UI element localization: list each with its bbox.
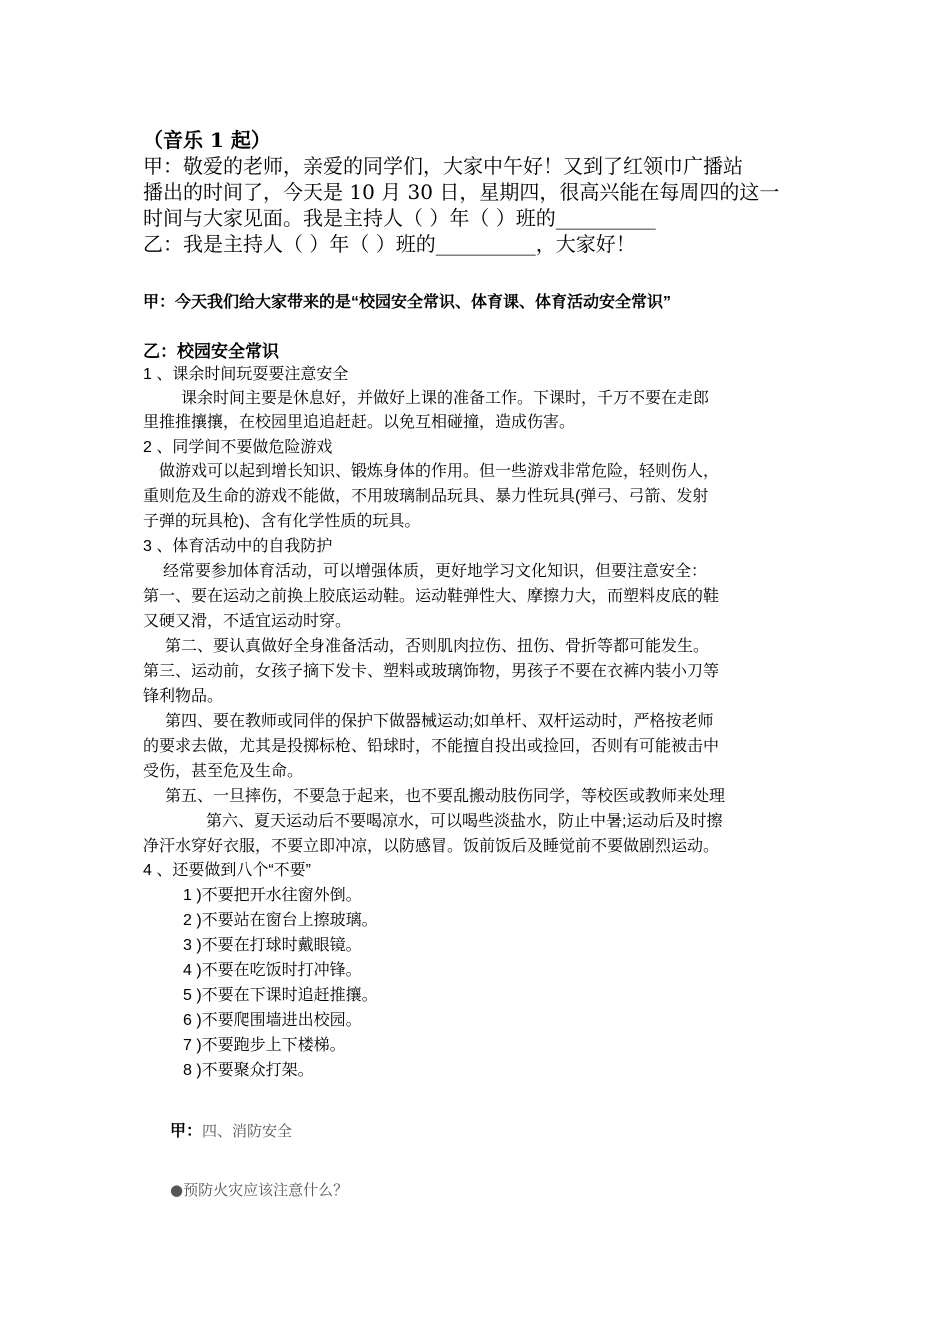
paragraph-line: 的要求去做，尤其是投掷标枪、铅球时，不能擅自投出或捡回，否则有可能被击中 bbox=[143, 738, 720, 755]
section-heading-fire-safety bbox=[170, 1118, 292, 1141]
intro-statement: 甲：今天我们给大家带来的是“校园安全常识、体育课、体育活动安全常识” bbox=[143, 294, 672, 311]
paragraph-line: 第三、运动前，女孩子摘下发卡、塑料或玻璃饰物，男孩子不要在衣裤内装小刀等 bbox=[143, 663, 720, 680]
subsection-3-title: 3 、体育活动中的自我防护 bbox=[143, 538, 333, 555]
paragraph-line: 第五、一旦摔伤，不要急于起来，也不要乱搬动肢伤同学，等校医或教师来处理 bbox=[165, 788, 726, 805]
paragraph-line: 第四、要在教师或同伴的保护下做器械运动;如单杆、双杆运动时，严格按老师 bbox=[165, 713, 714, 730]
music-cue: （音乐 1 起） bbox=[143, 128, 271, 152]
list-item: 2 )不要站在窗台上擦玻璃。 bbox=[183, 912, 378, 929]
host-jia-line-2: 播出的时间了，今天是 10 月 30 日，星期四，很高兴能在每周四的这一 bbox=[143, 180, 780, 204]
subsection-1-title: 1 、课余时间玩耍要注意安全 bbox=[143, 366, 349, 383]
fire-safety-bullet: ●预防火灾应该注意什么？ bbox=[170, 1181, 349, 1199]
host-yi-line: 乙：我是主持人（ ）年（ ）班的__________，大家好！ bbox=[143, 232, 636, 256]
list-item: 3 )不要在打球时戴眼镜。 bbox=[183, 937, 362, 954]
list-item: 6 )不要爬围墙进出校园。 bbox=[183, 1012, 362, 1029]
paragraph-line: 第二、要认真做好全身准备活动，否则肌肉拉伤、扭伤、骨折等都可能发生。 bbox=[165, 638, 710, 655]
list-item: 1 )不要把开水往窗外倒。 bbox=[183, 887, 362, 904]
paragraph-line: 锋利物品。 bbox=[143, 688, 224, 705]
list-item: 5 )不要在下课时追赶推攘。 bbox=[183, 987, 378, 1004]
list-item: 4 )不要在吃饭时打冲锋。 bbox=[183, 962, 362, 979]
paragraph-line: 课余时间主要是休息好，并做好上课的准备工作。下课时，千万不要在走郎 bbox=[181, 390, 710, 407]
paragraph-line: 子弹的玩具枪)、含有化学性质的玩具。 bbox=[143, 513, 421, 530]
subsection-2-title: 2 、同学间不要做危险游戏 bbox=[143, 439, 333, 456]
list-item: 8 )不要聚众打架。 bbox=[183, 1062, 314, 1079]
paragraph-line: 做游戏可以起到增长知识、锻炼身体的作用。但一些游戏非常危险，轻则伤人， bbox=[159, 463, 720, 480]
paragraph-line: 经常要参加体育活动，可以增强体质，更好地学习文化知识，但要注意安全： bbox=[163, 563, 708, 580]
host-jia-line-3: 时间与大家见面。我是主持人（ ）年（ ）班的__________ bbox=[143, 206, 656, 230]
paragraph-line: 第一、要在运动之前换上胶底运动鞋。运动鞋弹性大、摩擦力大，而塑料皮底的鞋 bbox=[143, 588, 720, 605]
section-heading-campus-safety: 乙：校园安全常识 bbox=[143, 342, 279, 361]
paragraph-line: 受伤，甚至危及生命。 bbox=[143, 763, 304, 780]
list-item: 7 )不要跑步上下楼梯。 bbox=[183, 1037, 346, 1054]
paragraph-line: 第六、夏天运动后不要喝凉水，可以喝些淡盐水，防止中暑;运动后及时擦 bbox=[206, 813, 723, 830]
paragraph-line: 重则危及生命的游戏不能做，不用玻璃制品玩具、暴力性玩具(弹弓、弓箭、发射 bbox=[143, 488, 709, 505]
speaker-label: 甲： bbox=[170, 1123, 203, 1140]
host-jia-line-1: 甲：敬爱的老师，亲爱的同学们，大家中午好！又到了红领巾广播站 bbox=[143, 154, 743, 178]
paragraph-line: 又硬又滑，不适宜运动时穿。 bbox=[143, 613, 352, 630]
paragraph-line: 里推推攘攘，在校园里追追赶赶。以免互相碰撞，造成伤害。 bbox=[143, 414, 576, 431]
paragraph-line: 净汗水穿好衣服，不要立即冲凉，以防感冒。饭前饭后及睡觉前不要做剧烈运动。 bbox=[143, 838, 720, 855]
fire-safety-title: 四、消防安全 bbox=[202, 1122, 293, 1140]
subsection-4-title: 4 、还要做到八个“不要” bbox=[143, 862, 312, 879]
